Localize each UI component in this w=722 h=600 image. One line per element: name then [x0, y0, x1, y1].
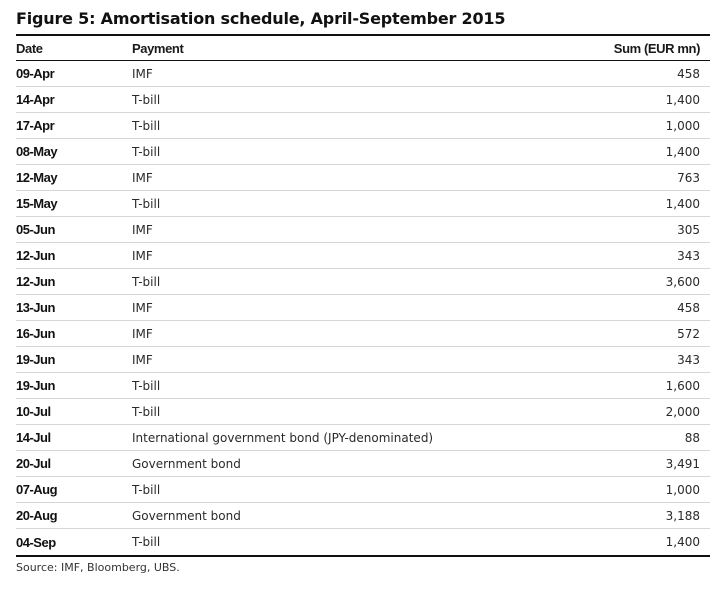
cell-payment: International government bond (JPY-denominated): [132, 430, 434, 445]
cell-sum: 458: [677, 66, 700, 81]
cell-sum: 88: [684, 430, 700, 445]
cell-sum: 3,188: [665, 508, 700, 523]
cell-payment: IMF: [132, 222, 153, 237]
table-header: [16, 36, 710, 60]
cell-date: 14-Jul: [16, 430, 51, 445]
cell-payment: T-bill: [132, 118, 161, 133]
table-row: [16, 477, 710, 503]
cell-date: 17-Apr: [16, 118, 55, 133]
cell-date: 19-Jun: [16, 378, 55, 393]
bottom-rule: [16, 555, 710, 557]
cell-date: 12-Jun: [16, 248, 55, 263]
source-note: Source: IMF, Bloomberg, UBS.: [16, 561, 180, 574]
cell-payment: T-bill: [132, 482, 161, 497]
cell-date: 07-Aug: [16, 482, 58, 497]
cell-sum: 1,000: [665, 118, 700, 133]
header-sum: Sum (EUR mn): [613, 40, 700, 56]
cell-payment: IMF: [132, 326, 153, 341]
cell-payment: T-bill: [132, 92, 161, 107]
cell-sum: 2,000: [665, 404, 700, 419]
cell-payment: IMF: [132, 300, 153, 315]
cell-date: 12-Jun: [16, 274, 55, 289]
cell-payment: T-bill: [132, 404, 161, 419]
header-date: Date: [16, 40, 43, 56]
cell-sum: 1,400: [665, 92, 700, 107]
cell-payment: Government bond: [132, 508, 241, 523]
cell-date: 16-Jun: [16, 326, 55, 341]
cell-sum: 3,491: [665, 456, 700, 471]
table-body: [16, 61, 710, 555]
table-row: [16, 399, 710, 425]
cell-payment: T-bill: [132, 196, 161, 211]
cell-date: 08-May: [16, 144, 58, 159]
table-row: [16, 139, 710, 165]
cell-payment: Government bond: [132, 456, 241, 471]
cell-payment: IMF: [132, 170, 153, 185]
table-row: [16, 165, 710, 191]
cell-sum: 1,400: [665, 144, 700, 159]
figure-title: Figure 5: Amortisation schedule, April-September 2015: [16, 9, 506, 28]
header-payment: Payment: [132, 40, 184, 56]
cell-date: 13-Jun: [16, 300, 55, 315]
cell-sum: 1,600: [665, 378, 700, 393]
cell-sum: 1,400: [665, 196, 700, 211]
cell-payment: T-bill: [132, 378, 161, 393]
cell-payment: T-bill: [132, 144, 161, 159]
cell-date: 09-Apr: [16, 66, 55, 81]
cell-payment: IMF: [132, 248, 153, 263]
table-row: [16, 243, 710, 269]
table-row: [16, 503, 710, 529]
cell-date: 19-Jun: [16, 352, 55, 367]
cell-sum: 343: [677, 248, 700, 263]
table-row: [16, 113, 710, 139]
table-row: [16, 191, 710, 217]
table-row: [16, 217, 710, 243]
cell-payment: T-bill: [132, 535, 161, 549]
cell-payment: IMF: [132, 66, 153, 81]
table-row: [16, 373, 710, 399]
cell-payment: IMF: [132, 352, 153, 367]
cell-sum: 305: [677, 222, 700, 237]
table-row: [16, 295, 710, 321]
cell-date: 20-Aug: [16, 508, 58, 523]
cell-date: 15-May: [16, 196, 58, 211]
table-row: [16, 451, 710, 477]
cell-sum: 572: [677, 326, 700, 341]
table-row: [16, 529, 710, 555]
cell-sum: 458: [677, 300, 700, 315]
cell-sum: 1,400: [665, 535, 700, 549]
cell-payment: T-bill: [132, 274, 161, 289]
cell-date: 14-Apr: [16, 92, 55, 107]
cell-date: 05-Jun: [16, 222, 55, 237]
figure: [16, 8, 710, 574]
table-row: [16, 61, 710, 87]
table-row: [16, 321, 710, 347]
cell-date: 04-Sep: [16, 534, 56, 550]
cell-sum: 3,600: [665, 274, 700, 289]
cell-sum: 1,000: [665, 482, 700, 497]
cell-sum: 763: [677, 170, 700, 185]
cell-date: 20-Jul: [16, 456, 51, 471]
cell-date: 12-May: [16, 170, 58, 185]
table-row: [16, 87, 710, 113]
table-row: [16, 347, 710, 373]
table-row: [16, 269, 710, 295]
cell-sum: 343: [677, 352, 700, 367]
cell-date: 10-Jul: [16, 404, 51, 419]
table-row: [16, 425, 710, 451]
